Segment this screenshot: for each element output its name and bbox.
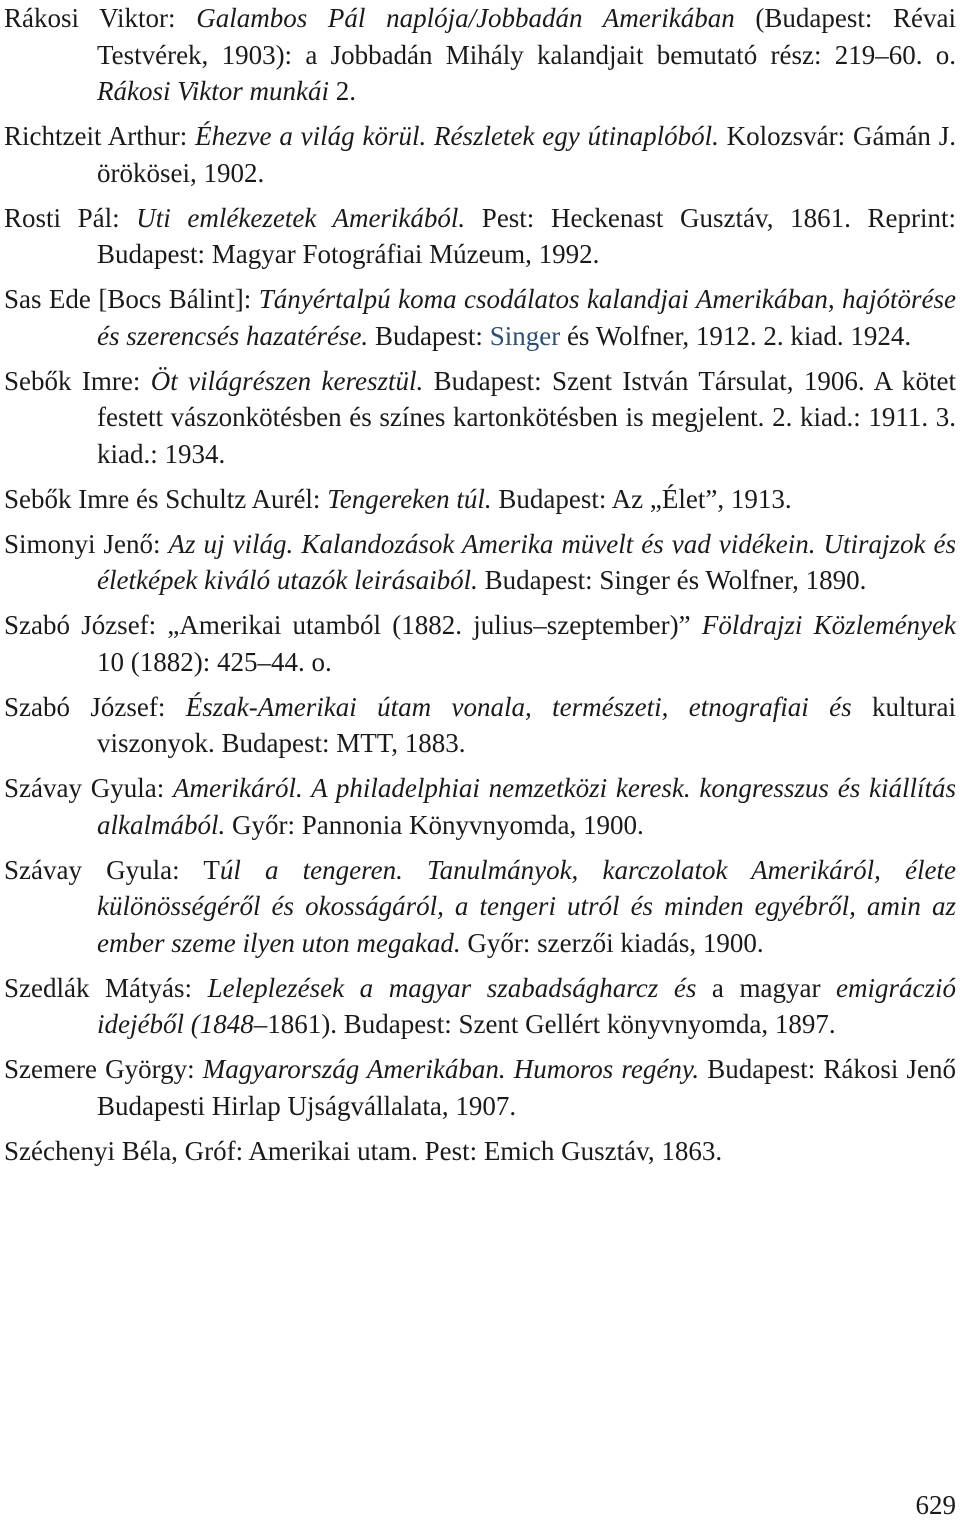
entry-text: Sebők Imre: <box>4 365 151 396</box>
entry-text: Rosti Pál: <box>4 202 137 233</box>
entry-title-text: Észak-Amerikai útam vonala, természeti, etnografiai és <box>185 691 852 722</box>
entry-title-text: Éhezve a világ körül. Részletek egy útinaplóból. <box>195 121 719 151</box>
entry-text: Széchenyi Béla, Gróf: Amerikai utam. Pest: Emich Gusztáv, 1863. <box>4 1135 723 1166</box>
bibliography-entry <box>4 0 956 110</box>
entry-text: Pest: Heckenast Gusztáv, 1861. Reprint: Budapest: Magyar Fotográfiai Múzeum, 1992. <box>97 202 956 269</box>
entry-text: Budapest: <box>368 320 490 351</box>
bibliography-entry <box>4 689 956 762</box>
bibliography-entry <box>4 607 956 680</box>
entry-text: Szedlák Mátyás: <box>4 972 208 1003</box>
publisher-link[interactable]: Singer <box>489 320 561 351</box>
entry-text: Richtzeit Arthur: <box>4 121 196 151</box>
entry-text: Szabó József: <box>4 691 186 722</box>
entry-text: –1861). Budapest: Szent Gellért könyvnyomda, 1897. <box>253 1009 836 1039</box>
bibliography-list <box>4 0 956 1178</box>
entry-text: Kolozsvár: Gámán J. örökösei, 1902. <box>97 121 956 188</box>
bibliography-entry <box>4 281 956 354</box>
entry-text: 10 (1882): 425–44. o. <box>97 646 332 677</box>
bibliography-entry <box>4 1133 956 1170</box>
entry-title-text: Uti emlékezetek Amerikából. <box>136 202 466 233</box>
bibliography-entry <box>4 852 956 962</box>
entry-text: Szávay Gyula: T <box>4 854 220 885</box>
entry-text: és Wolfner, 1912. 2. kiad. 1924. <box>560 320 912 351</box>
entry-title-text: Rákosi Viktor munkái <box>97 76 329 106</box>
page-number: 629 <box>915 1490 956 1520</box>
bibliography-entry <box>4 481 956 518</box>
entry-title-text: Magyarország Amerikában. Humoros regény. <box>202 1054 700 1084</box>
entry-text: Budapest: Rákosi Jenő Budapesti Hirlap Ujságvállalata, 1907. <box>97 1054 956 1121</box>
entry-title-text: úl a tengeren. Tanulmányok, karczolatok Amerikáról, élete különösségéről és okosságáról, a tengeri utról és minden egyébről, amin az ember szeme ilyen uton megakad. <box>97 854 956 958</box>
bibliography-entry <box>4 1051 956 1124</box>
entry-text: Szemere György: <box>4 1054 203 1084</box>
bibliography-entry <box>4 118 956 191</box>
entry-text: Rákosi Viktor: <box>4 3 197 33</box>
entry-text: kulturai viszonyok. Budapest: MTT, 1883. <box>97 691 956 758</box>
entry-title-text: Tengereken túl. <box>327 483 492 514</box>
entry-text: Győr: Pannonia Könyvnyomda, 1900. <box>225 809 644 840</box>
entry-text: Simonyi Jenő: <box>4 528 169 559</box>
bibliography-entry <box>4 970 956 1043</box>
entry-text: Budapest: Szent István Társulat, 1906. A kötet festett vászonkötésben és színes kartonkötésben is megjelent. 2. kiad.: 1911. 3. kiad.: 1934. <box>97 365 956 469</box>
bibliography-entry <box>4 526 956 599</box>
entry-title-text: Öt világrészen keresztül. <box>150 365 424 396</box>
entry-text: Szávay Gyula: <box>4 773 174 803</box>
entry-text: 2. <box>328 76 356 106</box>
entry-title-text: emigráczió idejéből (1848 <box>97 972 956 1039</box>
entry-text: Sas Ede [Bocs Bálint]: <box>4 284 259 314</box>
entry-text: Budapest: Singer és Wolfner, 1890. <box>477 565 867 595</box>
bibliography-entry <box>4 770 956 843</box>
entry-text: Budapest: Az „Élet”, 1913. <box>491 483 792 514</box>
bibliography-entry <box>4 200 956 273</box>
entry-text: a magyar <box>696 972 837 1003</box>
entry-title-text: Amerikáról. A philadelphiai nemzetközi keresk. kongresszus és kiállítás alkalmából. <box>97 773 956 840</box>
entry-title-text: Az uj világ. Kalandozások Amerika müvelt és vad vidékein. Utirajzok és életképek kiváló utazók leirásaiból. <box>97 528 957 595</box>
entry-text: (Budapest: Révai Testvérek, 1903): a Jobbadán Mihály kalandjait bemutató rész: 219–60. o. <box>97 3 957 70</box>
entry-title-text: Leleplezések a magyar szabadságharcz és <box>207 972 697 1003</box>
entry-title-text: Tányértalpú koma csodálatos kalandjai Amerikában, hajótörése és szerencsés hazatérése. <box>97 284 957 351</box>
entry-title-text: Földrajzi Közlemények <box>701 610 957 640</box>
bibliography-entry <box>4 363 956 473</box>
entry-title-text: Galambos Pál naplója/Jobbadán Amerikában <box>196 3 735 33</box>
entry-text: Szabó József: „Amerikai utamból (1882. julius–szeptember)” <box>4 610 702 640</box>
entry-text: Győr: szerzői kiadás, 1900. <box>460 927 764 958</box>
entry-text: Sebők Imre és Schultz Aurél: <box>4 483 328 514</box>
